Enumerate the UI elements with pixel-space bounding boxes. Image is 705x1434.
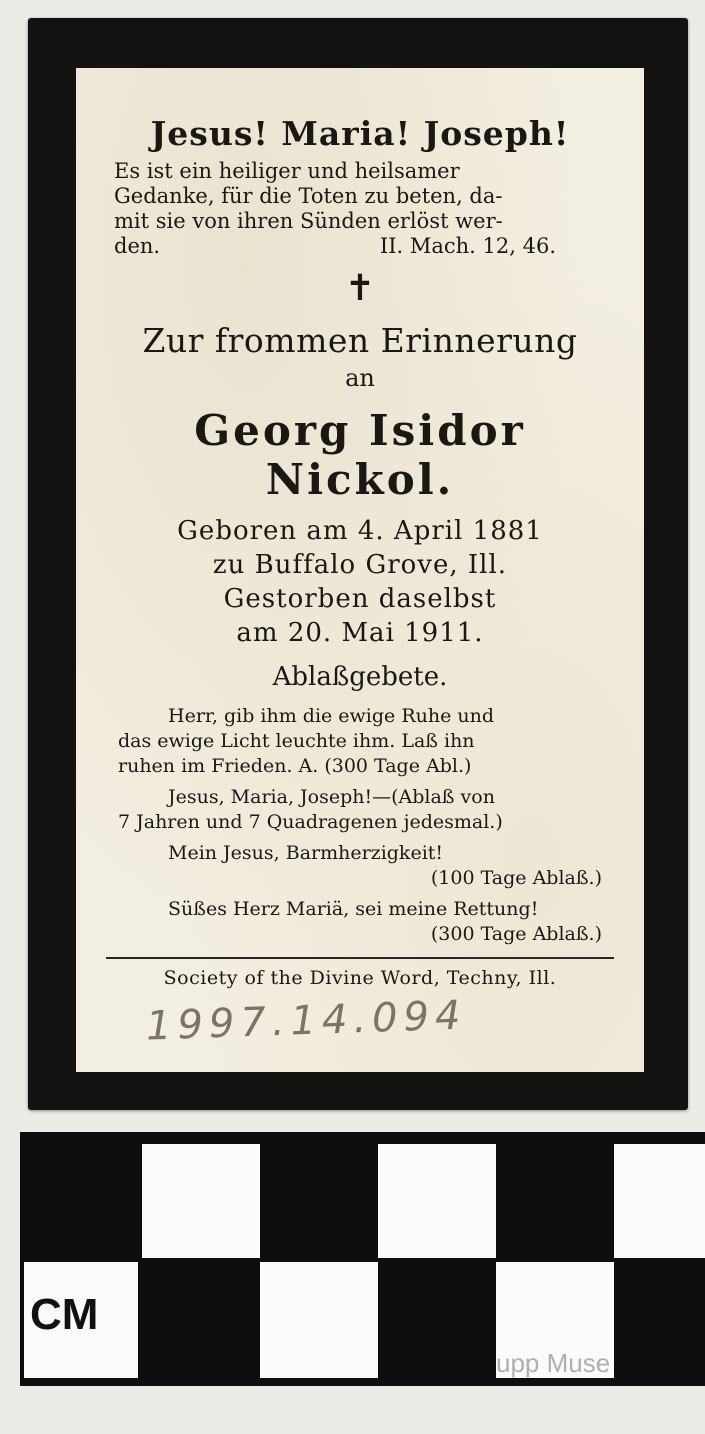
prayer-4-indulgence: (300 Tage Ablaß.) — [430, 923, 602, 945]
catalog-number: 1997.14.094 — [145, 992, 468, 1050]
museum-watermark: upp Muse — [496, 1348, 611, 1378]
memorial-card — [28, 18, 688, 1110]
prayer-1-line-1: Herr, gib ihm die ewige Ruhe und — [168, 705, 495, 727]
quote-line-3: mit sie von ihren Sünden erlöst wer- — [114, 209, 503, 233]
prayer-2-line-1: Jesus, Maria, Joseph!—(Ablaß von — [168, 786, 495, 808]
quote-reference-line — [114, 234, 606, 259]
quote-line-4: den. — [114, 234, 161, 258]
death-place: Gestorben daselbst — [223, 584, 497, 614]
quote-line-2: Gedanke, für die Toten zu beten, da- — [114, 184, 503, 208]
invocation-heading: Jesus! Maria! Joseph! — [150, 114, 570, 153]
scripture-quote — [110, 159, 610, 259]
publisher-footer: Society of the Divine Word, Techny, Ill. — [163, 967, 557, 989]
prayer-3-indulgence: (100 Tage Ablaß.) — [430, 867, 602, 889]
prayer-4 — [118, 897, 610, 947]
prayer-2 — [118, 785, 610, 835]
prayer-4-line: Süßes Herz Mariä, sei meine Rettung! — [168, 898, 539, 920]
prayer-1-line-3: ruhen im Frieden. A. (300 Tage Abl.) — [118, 755, 472, 777]
quote-line-1: Es ist ein heiliger und heilsamer — [114, 159, 460, 183]
prayer-2-line-2: 7 Jahren und 7 Quadragenen jedesmal.) — [118, 811, 503, 833]
scale-cell — [378, 1144, 496, 1258]
death-date: am 20. Mai 1911. — [236, 618, 484, 648]
deceased-name: Georg Isidor Nickol. — [194, 406, 526, 504]
cross-icon: ✝ — [344, 268, 376, 309]
card-paper — [76, 68, 644, 1072]
birth-place: zu Buffalo Grove, Ill. — [212, 550, 508, 580]
biography — [110, 514, 610, 650]
scale-cell — [142, 1144, 260, 1258]
prayer-1-line-2: das ewige Licht leuchte ihm. Laß ihn — [118, 730, 475, 752]
scale-label: CM — [30, 1290, 99, 1339]
prayer-3 — [118, 841, 610, 891]
prayer-3-line: Mein Jesus, Barmherzigkeit! — [168, 842, 444, 864]
dedication-word: an — [345, 364, 375, 392]
scale-cell — [260, 1262, 378, 1378]
birth-date: Geboren am 4. April 1881 — [177, 516, 543, 546]
prayers-list — [110, 704, 610, 947]
scale-cell — [614, 1144, 705, 1258]
divider — [106, 957, 614, 959]
scripture-reference: II. Mach. 12, 46. — [379, 234, 556, 258]
remembrance-heading: Zur frommen Erinnerung — [142, 321, 578, 360]
prayers-heading: Ablaßgebete. — [272, 662, 448, 692]
prayer-1 — [118, 704, 610, 779]
